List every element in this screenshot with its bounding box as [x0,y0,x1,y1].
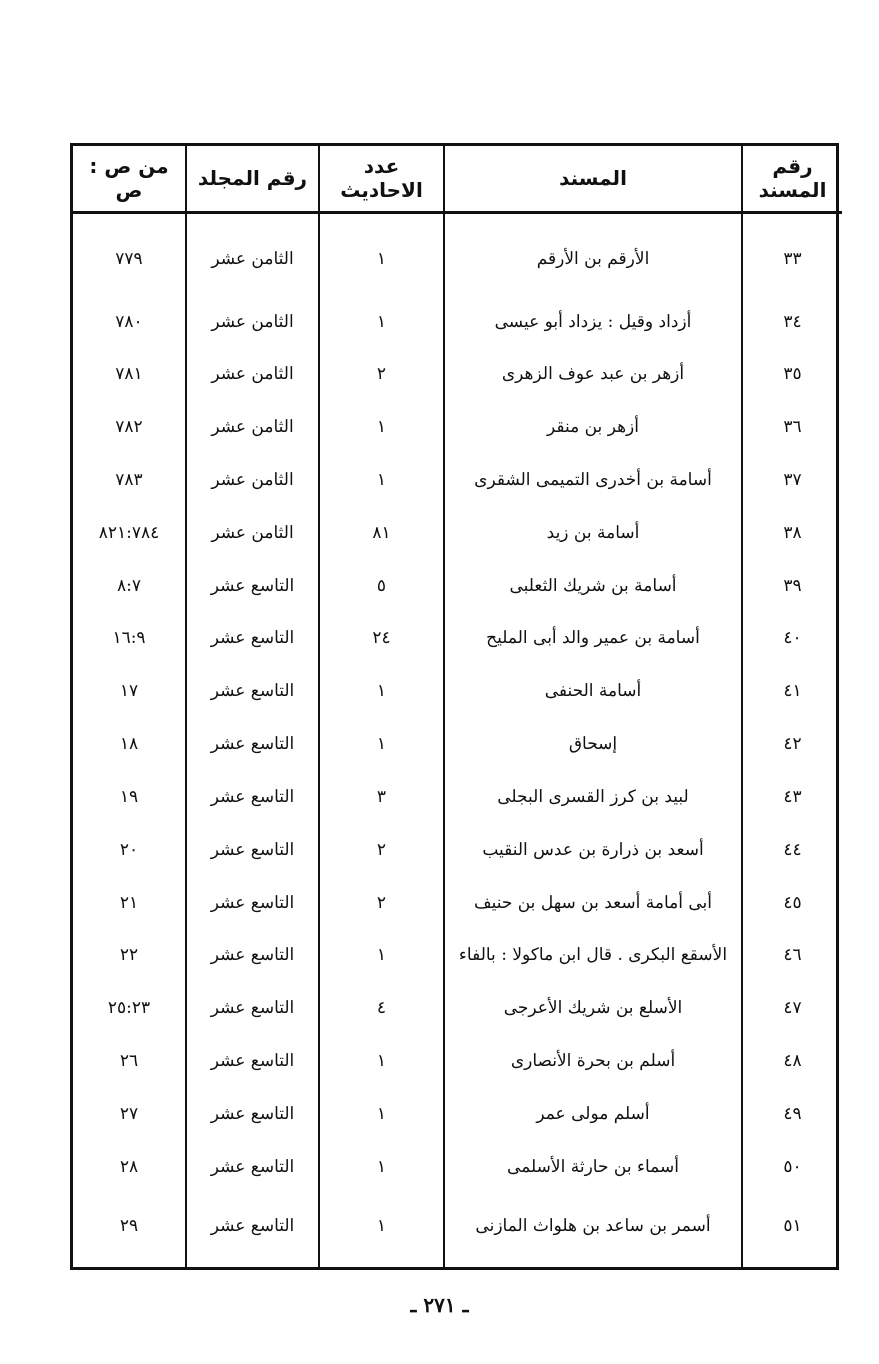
musnad-name-cell: أسامة بن شريك الثعلبى [444,559,742,612]
page-range-cell: ٢١ [119,892,139,913]
hadith-count-cell: ٨١ [319,506,444,559]
hadith-count-cell: ١ [319,454,444,507]
musnad-number-cell: ٣٨ [742,506,842,559]
table-row [73,823,842,876]
page-range-cell: ٧٨٣ [115,470,143,491]
musnad-number-cell: ٤٦ [742,929,842,982]
page-range-cell: ٢٥:٢٣ [107,998,151,1019]
hadith-count-cell: ٢ [319,348,444,401]
musnad-number-cell: ٤٠ [742,612,842,665]
page-range-cell: ٧٨١ [115,364,143,385]
musnad-name-cell: الأسقع البكرى . قال ابن ماكولا : بالفاء [444,929,742,982]
volume-cell: التاسع عشر [186,1035,319,1088]
table-row [73,612,842,665]
header-volume-number: رقم المجلد [186,146,319,212]
page-range-cell: ١٩ [119,786,139,807]
hadith-count-cell: ٥ [319,559,444,612]
musnad-number-cell: ٣٤ [742,295,842,348]
musnad-number-cell: ٣٥ [742,348,842,401]
hadith-count-cell: ١ [319,1087,444,1140]
musnad-name-cell: أسلم مولى عمر [444,1087,742,1140]
table-row [73,876,842,929]
volume-cell: التاسع عشر [186,929,319,982]
header-hadith-count: عدد الاحاديث [319,146,444,212]
musnad-name-cell: الأرقم بن الأرقم [444,212,742,295]
table-row [73,1087,842,1140]
hadith-count-cell: ١ [319,718,444,771]
page-number: ـ ٢٧١ ـ [410,1293,469,1317]
hadith-count-cell: ١ [319,929,444,982]
table-row [73,401,842,454]
musnad-name-cell: أزهر بن منقر [444,401,742,454]
musnad-name-cell: لبيد بن كرز القسرى البجلى [444,770,742,823]
musnad-number-cell: ٤٥ [742,876,842,929]
hadith-count-cell: ١ [319,295,444,348]
volume-cell: التاسع عشر [186,665,319,718]
table-body [73,212,842,1267]
volume-cell: التاسع عشر [186,1140,319,1193]
musnad-number-cell: ٥٠ [742,1140,842,1193]
volume-cell: الثامن عشر [186,295,319,348]
table-row [73,559,842,612]
page-range-cell: ٢٢ [119,945,139,966]
musnad-name-cell: أزهر بن عبد عوف الزهرى [444,348,742,401]
page-range-cell: ١٦:٩ [112,628,146,649]
table-row [73,506,842,559]
musnad-name-cell: إسحاق [444,718,742,771]
hadith-count-cell: ١ [319,665,444,718]
table-row [73,1035,842,1088]
table-row [73,929,842,982]
musnad-number-cell: ٤٩ [742,1087,842,1140]
table-row [73,718,842,771]
hadith-count-cell: ١ [319,1035,444,1088]
musnad-number-cell: ٣٩ [742,559,842,612]
volume-cell: التاسع عشر [186,1193,319,1267]
musnad-name-cell: أبى أمامة أسعد بن سهل بن حنيف [444,876,742,929]
hadith-count-cell: ١ [319,1193,444,1267]
musnad-name-cell: أسامة بن عمير والد أبى المليح [444,612,742,665]
musnad-number-cell: ٣٦ [742,401,842,454]
page-range-cell: ٢٦ [119,1050,139,1071]
musnad-name-cell: أسلم بن بحرة الأنصارى [444,1035,742,1088]
volume-cell: التاسع عشر [186,1087,319,1140]
table-row [73,348,842,401]
volume-cell: التاسع عشر [186,876,319,929]
musnad-number-cell: ٤٨ [742,1035,842,1088]
page-range-cell: ٢٧ [119,1103,139,1124]
volume-cell: التاسع عشر [186,559,319,612]
musnad-name-cell: أسمر بن ساعد بن هلواث المازنى [444,1193,742,1267]
index-table [73,146,842,1267]
hadith-count-cell: ٤ [319,982,444,1035]
musnad-number-cell: ٥١ [742,1193,842,1267]
page-range-cell: ٨:٧ [117,575,141,596]
musnad-name-cell: أسعد بن ذرارة بن عدس النقيب [444,823,742,876]
header-musnad-number: رقم المسند [742,146,842,212]
table-row [73,454,842,507]
volume-cell: التاسع عشر [186,770,319,823]
musnad-name-cell: أسامة بن أخدرى التميمى الشقرى [444,454,742,507]
page-range-cell: ٢٩ [119,1215,139,1236]
volume-cell: التاسع عشر [186,612,319,665]
hadith-count-cell: ٣ [319,770,444,823]
musnad-name-cell: أسامة الحنفى [444,665,742,718]
hadith-count-cell: ٢٤ [319,612,444,665]
table-row [73,1193,842,1267]
hadith-count-cell: ٢ [319,876,444,929]
volume-cell: التاسع عشر [186,823,319,876]
volume-cell: التاسع عشر [186,982,319,1035]
page-range-cell: ٧٨٠ [115,311,143,332]
volume-cell: الثامن عشر [186,401,319,454]
volume-cell: الثامن عشر [186,348,319,401]
hadith-count-cell: ١ [319,212,444,295]
musnad-name-cell: أزداد وقيل : يزداد أبو عيسى [444,295,742,348]
table-row [73,212,842,295]
musnad-number-cell: ٣٣ [742,212,842,295]
musnad-name-cell: أسماء بن حارثة الأسلمى [444,1140,742,1193]
musnad-number-cell: ٤٧ [742,982,842,1035]
table-row [73,770,842,823]
page-range-cell: ٧٨٢ [115,417,143,438]
page-range-cell: ٨٢١:٧٨٤ [98,522,160,543]
volume-cell: الثامن عشر [186,212,319,295]
musnad-number-cell: ٤٢ [742,718,842,771]
table-row [73,665,842,718]
hadith-count-cell: ١ [319,401,444,454]
page-range-cell: ٧٧٩ [115,249,143,270]
musnad-number-cell: ٤١ [742,665,842,718]
musnad-number-cell: ٣٧ [742,454,842,507]
page-range-cell: ٢٠ [119,839,139,860]
musnad-number-cell: ٤٤ [742,823,842,876]
volume-cell: التاسع عشر [186,718,319,771]
hadith-count-cell: ٢ [319,823,444,876]
table-row [73,1140,842,1193]
page-range-cell: ١٨ [119,734,139,755]
table-row [73,982,842,1035]
volume-cell: الثامن عشر [186,506,319,559]
table-row [73,295,842,348]
musnad-index-table [70,143,839,1270]
volume-cell: الثامن عشر [186,454,319,507]
hadith-count-cell: ١ [319,1140,444,1193]
musnad-number-cell: ٤٣ [742,770,842,823]
musnad-name-cell: أسامة بن زيد [444,506,742,559]
page-range-cell: ٢٨ [119,1156,139,1177]
page-range-cell: ١٧ [119,681,139,702]
table-header-row [73,146,842,212]
musnad-name-cell: الأسلع بن شريك الأعرجى [444,982,742,1035]
header-musnad-name: المسند [444,146,742,212]
header-page-range: من ص : ص [73,146,186,212]
